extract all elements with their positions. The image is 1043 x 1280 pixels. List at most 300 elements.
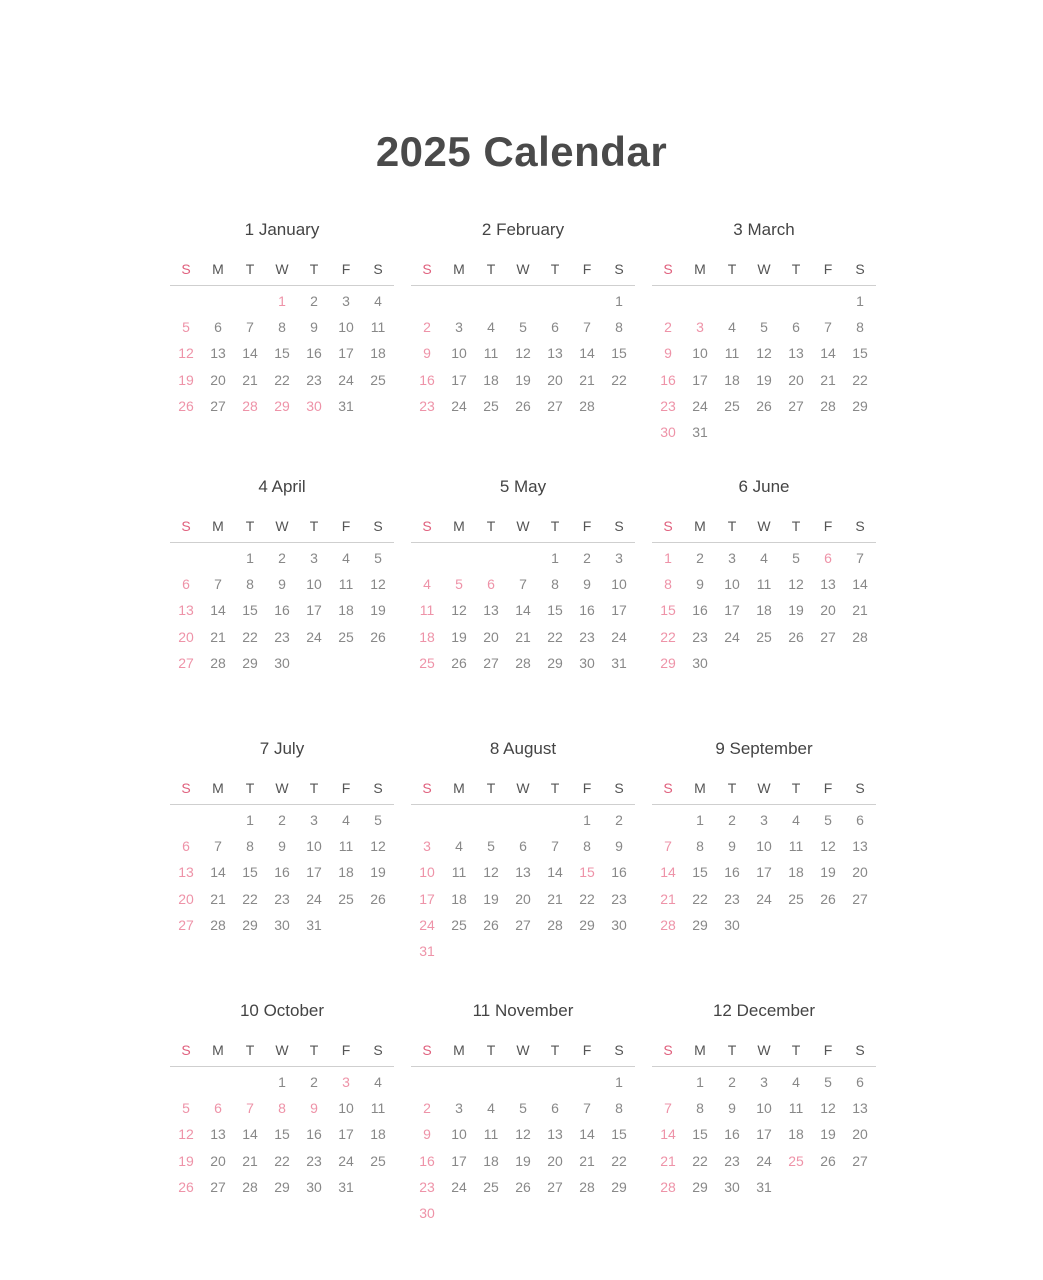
day-cell: 20 xyxy=(852,864,868,881)
day-cell: 18 xyxy=(451,890,467,907)
day-cell: 26 xyxy=(820,890,836,907)
day-cell: 4 xyxy=(487,319,495,336)
day-cell: 20 xyxy=(210,1152,226,1169)
day-cell: 9 xyxy=(310,319,318,336)
day-cell: 13 xyxy=(852,1100,868,1117)
day-cell: 5 xyxy=(374,550,382,566)
weekday-label: S xyxy=(373,518,383,534)
day-cell: 16 xyxy=(579,602,595,619)
day-cell: 27 xyxy=(820,628,836,645)
weekday-label: T xyxy=(550,780,560,796)
day-cell: 9 xyxy=(583,576,591,593)
day-cell: 4 xyxy=(455,838,463,855)
day-cell: 12 xyxy=(820,838,836,855)
day-cell: 17 xyxy=(724,602,740,619)
day-cell: 11 xyxy=(483,1126,499,1143)
day-cell: 28 xyxy=(579,1178,595,1195)
day-cell: 24 xyxy=(338,1152,354,1169)
day-cell: 8 xyxy=(615,1100,623,1117)
day-cell: 21 xyxy=(579,1152,595,1169)
weekday-label: W xyxy=(757,780,771,796)
day-cell: 29 xyxy=(852,397,868,414)
weekday-label: T xyxy=(791,1042,801,1058)
weekday-label: M xyxy=(694,261,706,277)
day-cell: 5 xyxy=(487,838,495,855)
day-cell: 14 xyxy=(210,864,226,881)
day-cell: 15 xyxy=(692,864,708,881)
day-cell: 14 xyxy=(820,345,836,362)
weekday-label: W xyxy=(275,1042,289,1058)
day-cell: 26 xyxy=(515,1178,531,1195)
day-cell: 5 xyxy=(182,319,190,336)
weekday-header xyxy=(170,254,394,286)
day-cell: 9 xyxy=(664,345,672,362)
weekday-label: T xyxy=(245,518,255,534)
day-cell: 1 xyxy=(615,293,623,309)
day-cell: 30 xyxy=(306,397,322,414)
day-cell: 14 xyxy=(210,602,226,619)
month-block xyxy=(170,996,394,1258)
day-cell: 23 xyxy=(306,371,322,388)
weekday-label: T xyxy=(791,780,801,796)
day-cell: 29 xyxy=(274,397,290,414)
day-cell: 30 xyxy=(692,654,708,671)
day-cell: 9 xyxy=(278,576,286,593)
weekday-header xyxy=(652,511,876,543)
day-cell: 1 xyxy=(664,550,672,566)
month-title: 11 November xyxy=(472,1001,574,1020)
day-cell: 14 xyxy=(660,1126,676,1143)
days-grid xyxy=(411,1069,635,1226)
day-cell: 18 xyxy=(419,628,435,645)
weekday-label: W xyxy=(275,261,289,277)
day-cell: 3 xyxy=(728,550,736,566)
day-cell: 28 xyxy=(210,916,226,933)
weekday-label: M xyxy=(694,518,706,534)
weekday-label: T xyxy=(791,261,801,277)
weekday-label: W xyxy=(757,261,771,277)
day-cell: 28 xyxy=(242,397,258,414)
day-cell: 17 xyxy=(756,864,772,881)
day-cell: 22 xyxy=(692,890,708,907)
day-cell: 5 xyxy=(519,319,527,336)
day-cell: 26 xyxy=(451,654,467,671)
day-cell: 5 xyxy=(792,550,800,566)
day-cell: 13 xyxy=(547,345,563,362)
weekday-label: F xyxy=(582,518,592,534)
day-cell: 12 xyxy=(820,1100,836,1117)
day-cell: 15 xyxy=(660,602,676,619)
weekday-label: S xyxy=(614,780,624,796)
weekday-label: F xyxy=(823,780,833,796)
weekday-label: W xyxy=(516,780,530,796)
day-cell: 11 xyxy=(788,838,804,855)
month-block xyxy=(170,472,394,734)
day-cell: 20 xyxy=(547,1152,563,1169)
day-cell: 24 xyxy=(338,371,354,388)
day-cell: 19 xyxy=(756,371,772,388)
day-cell: 9 xyxy=(615,838,623,855)
day-cell: 30 xyxy=(724,916,740,933)
weekday-header xyxy=(652,773,876,805)
day-cell: 21 xyxy=(242,1152,258,1169)
day-cell: 18 xyxy=(756,602,772,619)
days-grid xyxy=(411,545,635,676)
day-cell: 6 xyxy=(824,550,832,566)
day-cell: 10 xyxy=(724,576,740,593)
day-cell: 13 xyxy=(210,1126,226,1143)
day-cell: 22 xyxy=(579,890,595,907)
day-cell: 19 xyxy=(370,864,386,881)
day-cell: 25 xyxy=(419,654,435,671)
day-cell: 20 xyxy=(178,628,194,645)
day-cell: 18 xyxy=(788,864,804,881)
day-cell: 25 xyxy=(483,1178,499,1195)
day-cell: 14 xyxy=(242,345,258,362)
day-cell: 16 xyxy=(419,371,435,388)
day-cell: 16 xyxy=(274,864,290,881)
day-cell: 3 xyxy=(760,1074,768,1090)
day-cell: 26 xyxy=(788,628,804,645)
day-cell: 25 xyxy=(788,1152,804,1169)
month-block xyxy=(652,215,876,472)
weekday-label: F xyxy=(823,518,833,534)
day-cell: 28 xyxy=(547,916,563,933)
day-cell: 16 xyxy=(611,864,627,881)
month-title: 7 July xyxy=(259,739,305,758)
day-cell: 17 xyxy=(451,371,467,388)
day-cell: 3 xyxy=(696,319,704,336)
day-cell: 7 xyxy=(583,319,591,336)
day-cell: 30 xyxy=(274,916,290,933)
month-title: 6 June xyxy=(738,477,790,496)
day-cell: 31 xyxy=(756,1178,772,1195)
day-cell: 17 xyxy=(419,890,435,907)
weekday-label: S xyxy=(373,780,383,796)
day-cell: 1 xyxy=(583,812,591,828)
day-cell: 21 xyxy=(547,890,563,907)
day-cell: 24 xyxy=(306,628,322,645)
day-cell: 29 xyxy=(692,1178,708,1195)
weekday-label: S xyxy=(422,518,432,534)
day-cell: 13 xyxy=(820,576,836,593)
day-cell: 8 xyxy=(664,576,672,593)
day-cell: 22 xyxy=(274,1152,290,1169)
day-cell: 23 xyxy=(724,1152,740,1169)
weekday-label: T xyxy=(727,261,737,277)
month-block xyxy=(411,734,635,996)
day-cell: 30 xyxy=(306,1178,322,1195)
weekday-label: S xyxy=(855,261,865,277)
day-cell: 7 xyxy=(583,1100,591,1117)
day-cell: 12 xyxy=(451,602,467,619)
day-cell: 13 xyxy=(483,602,499,619)
weekday-label: F xyxy=(341,780,351,796)
day-cell: 5 xyxy=(760,319,768,336)
day-cell: 30 xyxy=(724,1178,740,1195)
day-cell: 9 xyxy=(278,838,286,855)
day-cell: 2 xyxy=(278,550,286,566)
weekday-label: M xyxy=(694,1042,706,1058)
day-cell: 4 xyxy=(728,319,736,336)
months-grid xyxy=(170,215,876,1258)
day-cell: 16 xyxy=(724,1126,740,1143)
days-grid xyxy=(652,807,876,938)
day-cell: 10 xyxy=(338,319,354,336)
weekday-label: S xyxy=(663,518,673,534)
day-cell: 18 xyxy=(338,602,354,619)
day-cell: 1 xyxy=(856,293,864,309)
day-cell: 26 xyxy=(178,397,194,414)
day-cell: 25 xyxy=(338,890,354,907)
day-cell: 5 xyxy=(824,1074,832,1090)
day-cell: 22 xyxy=(242,628,258,645)
day-cell: 7 xyxy=(214,576,222,593)
month-block xyxy=(170,734,394,996)
day-cell: 20 xyxy=(210,371,226,388)
day-cell: 27 xyxy=(852,1152,868,1169)
day-cell: 3 xyxy=(455,319,463,336)
day-cell: 7 xyxy=(664,838,672,855)
day-cell: 17 xyxy=(338,1126,354,1143)
day-cell: 11 xyxy=(370,319,386,336)
day-cell: 17 xyxy=(611,602,627,619)
weekday-label: S xyxy=(614,518,624,534)
day-cell: 10 xyxy=(611,576,627,593)
day-cell: 26 xyxy=(820,1152,836,1169)
day-cell: 30 xyxy=(579,654,595,671)
day-cell: 25 xyxy=(370,1152,386,1169)
day-cell: 26 xyxy=(178,1178,194,1195)
page-title: 2025 Calendar xyxy=(375,128,668,175)
day-cell: 10 xyxy=(306,576,322,593)
day-cell: 8 xyxy=(583,838,591,855)
day-cell: 12 xyxy=(178,345,194,362)
day-cell: 29 xyxy=(242,654,258,671)
day-cell: 11 xyxy=(338,838,354,855)
day-cell: 30 xyxy=(419,1204,435,1221)
weekday-label: T xyxy=(309,1042,319,1058)
day-cell: 29 xyxy=(692,916,708,933)
day-cell: 18 xyxy=(788,1126,804,1143)
day-cell: 11 xyxy=(756,576,772,593)
day-cell: 15 xyxy=(611,345,627,362)
day-cell: 25 xyxy=(724,397,740,414)
day-cell: 12 xyxy=(370,576,386,593)
day-cell: 4 xyxy=(760,550,768,566)
day-cell: 10 xyxy=(338,1100,354,1117)
day-cell: 28 xyxy=(210,654,226,671)
day-cell: 1 xyxy=(615,1074,623,1090)
day-cell: 6 xyxy=(856,1074,864,1090)
day-cell: 18 xyxy=(483,371,499,388)
day-cell: 22 xyxy=(660,628,676,645)
day-cell: 6 xyxy=(182,838,190,855)
day-cell: 28 xyxy=(242,1178,258,1195)
day-cell: 4 xyxy=(374,293,382,309)
day-cell: 3 xyxy=(615,550,623,566)
day-cell: 21 xyxy=(660,1152,676,1169)
day-cell: 17 xyxy=(451,1152,467,1169)
day-cell: 5 xyxy=(182,1100,190,1117)
day-cell: 31 xyxy=(306,916,322,933)
day-cell: 26 xyxy=(370,628,386,645)
day-cell: 20 xyxy=(547,371,563,388)
month-title: 1 January xyxy=(244,220,320,239)
day-cell: 6 xyxy=(214,319,222,336)
day-cell: 13 xyxy=(515,864,531,881)
weekday-label: T xyxy=(245,261,255,277)
month-title: 8 August xyxy=(489,739,557,758)
day-cell: 18 xyxy=(338,864,354,881)
day-cell: 3 xyxy=(455,1100,463,1117)
days-grid xyxy=(170,545,394,676)
day-cell: 3 xyxy=(423,838,431,855)
day-cell: 12 xyxy=(788,576,804,593)
day-cell: 13 xyxy=(788,345,804,362)
day-cell: 4 xyxy=(374,1074,382,1090)
day-cell: 21 xyxy=(210,628,226,645)
day-cell: 4 xyxy=(487,1100,495,1117)
weekday-label: M xyxy=(453,261,465,277)
days-grid xyxy=(652,545,876,676)
day-cell: 15 xyxy=(611,1126,627,1143)
weekday-label: W xyxy=(757,518,771,534)
day-cell: 6 xyxy=(551,319,559,336)
day-cell: 7 xyxy=(246,1100,254,1117)
month-title: 10 October xyxy=(239,1001,325,1020)
day-cell: 27 xyxy=(178,654,194,671)
weekday-label: W xyxy=(275,780,289,796)
weekday-label: S xyxy=(663,1042,673,1058)
day-cell: 22 xyxy=(242,890,258,907)
day-cell: 11 xyxy=(451,864,467,881)
day-cell: 19 xyxy=(178,371,194,388)
day-cell: 13 xyxy=(178,864,194,881)
day-cell: 4 xyxy=(423,576,431,593)
day-cell: 27 xyxy=(547,397,563,414)
day-cell: 23 xyxy=(274,890,290,907)
day-cell: 10 xyxy=(756,1100,772,1117)
day-cell: 9 xyxy=(728,1100,736,1117)
day-cell: 24 xyxy=(724,628,740,645)
weekday-label: M xyxy=(212,261,224,277)
day-cell: 16 xyxy=(306,1126,322,1143)
day-cell: 14 xyxy=(852,576,868,593)
day-cell: 10 xyxy=(451,345,467,362)
weekday-label: W xyxy=(516,1042,530,1058)
day-cell: 22 xyxy=(547,628,563,645)
day-cell: 2 xyxy=(423,1100,431,1117)
weekday-label: S xyxy=(855,518,865,534)
day-cell: 21 xyxy=(242,371,258,388)
day-cell: 23 xyxy=(611,890,627,907)
day-cell: 15 xyxy=(692,1126,708,1143)
month-title: 3 March xyxy=(733,220,795,239)
weekday-label: T xyxy=(727,1042,737,1058)
day-cell: 25 xyxy=(788,890,804,907)
day-cell: 10 xyxy=(451,1126,467,1143)
day-cell: 20 xyxy=(483,628,499,645)
day-cell: 25 xyxy=(338,628,354,645)
weekday-label: T xyxy=(309,518,319,534)
day-cell: 22 xyxy=(611,1152,627,1169)
day-cell: 28 xyxy=(820,397,836,414)
day-cell: 5 xyxy=(374,812,382,828)
day-cell: 13 xyxy=(852,838,868,855)
month-block xyxy=(652,472,876,734)
day-cell: 8 xyxy=(551,576,559,593)
weekday-label: F xyxy=(341,261,351,277)
day-cell: 31 xyxy=(338,397,354,414)
day-cell: 13 xyxy=(547,1126,563,1143)
day-cell: 26 xyxy=(515,397,531,414)
day-cell: 16 xyxy=(724,864,740,881)
day-cell: 5 xyxy=(824,812,832,828)
weekday-label: T xyxy=(309,780,319,796)
days-grid xyxy=(170,807,394,938)
day-cell: 8 xyxy=(615,319,623,336)
weekday-label: S xyxy=(422,780,432,796)
day-cell: 25 xyxy=(483,397,499,414)
day-cell: 18 xyxy=(370,345,386,362)
weekday-label: T xyxy=(486,261,496,277)
day-cell: 9 xyxy=(423,345,431,362)
day-cell: 25 xyxy=(451,916,467,933)
day-cell: 21 xyxy=(820,371,836,388)
weekday-label: T xyxy=(486,1042,496,1058)
day-cell: 28 xyxy=(515,654,531,671)
day-cell: 27 xyxy=(210,397,226,414)
days-grid xyxy=(652,1069,876,1200)
day-cell: 25 xyxy=(756,628,772,645)
weekday-label: M xyxy=(694,780,706,796)
day-cell: 12 xyxy=(515,345,531,362)
days-grid xyxy=(170,1069,394,1200)
day-cell: 27 xyxy=(852,890,868,907)
weekday-label: W xyxy=(275,518,289,534)
day-cell: 1 xyxy=(278,1074,286,1090)
day-cell: 14 xyxy=(547,864,563,881)
weekday-label: S xyxy=(422,1042,432,1058)
month-title: 4 April xyxy=(258,477,306,496)
day-cell: 18 xyxy=(370,1126,386,1143)
day-cell: 10 xyxy=(419,864,435,881)
month-block xyxy=(411,215,635,472)
day-cell: 11 xyxy=(419,602,435,619)
day-cell: 28 xyxy=(852,628,868,645)
weekday-label: F xyxy=(582,261,592,277)
day-cell: 25 xyxy=(370,371,386,388)
day-cell: 3 xyxy=(342,293,350,309)
weekday-header xyxy=(170,1035,394,1067)
weekday-header xyxy=(411,1035,635,1067)
weekday-label: S xyxy=(181,780,191,796)
day-cell: 23 xyxy=(724,890,740,907)
day-cell: 11 xyxy=(724,345,740,362)
day-cell: 29 xyxy=(547,654,563,671)
month-title: 2 February xyxy=(481,220,565,239)
day-cell: 29 xyxy=(274,1178,290,1195)
day-cell: 3 xyxy=(310,812,318,828)
day-cell: 16 xyxy=(419,1152,435,1169)
weekday-label: F xyxy=(341,1042,351,1058)
day-cell: 12 xyxy=(178,1126,194,1143)
day-cell: 15 xyxy=(579,864,595,881)
weekday-label: M xyxy=(453,1042,465,1058)
day-cell: 9 xyxy=(423,1126,431,1143)
day-cell: 8 xyxy=(856,319,864,336)
